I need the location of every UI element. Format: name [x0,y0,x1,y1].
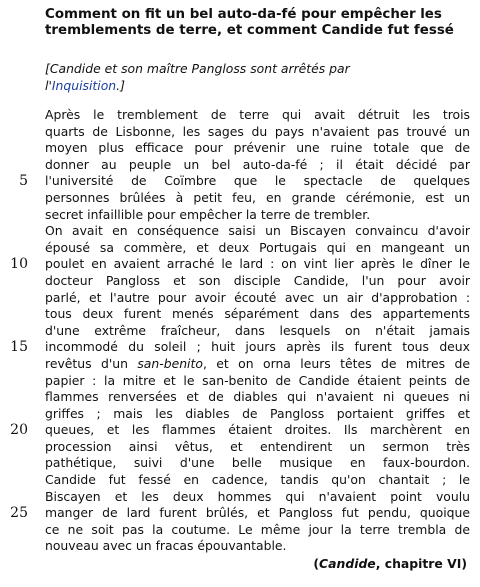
text-line: griffes ; mais les diables de Pangloss portaient griffes et [45,405,470,421]
source-rest: , chapitre VI) [375,556,467,571]
text-line: Biscayen et les deux hommes qui n'avaient point voulu [45,488,470,504]
inquisition-link[interactable]: Inquisition [51,78,117,93]
text-line: revêtus d'un san-benito, et on orna leurs têtes de mitres de [45,355,470,371]
line-number: 5 [19,173,28,190]
text-line: l'université de Coïmbre que le spectacle de quelques [45,173,470,189]
line-number: 20 [10,422,28,439]
text-line: incommodé du soleil ; huit jours après ils furent tous deux [45,339,470,355]
text-line: docteur Pangloss et son disciple Candide, l'un pour avoir [45,272,470,288]
text-line: procession ainsi vêtus, et entendirent un sermon très [45,438,470,454]
text-line: pathétique, suivi d'une belle musique en faux-bourdon. [45,455,470,471]
text-line: quarts de Lisbonne, les sages du pays n'avaient pas trouvé un [45,123,470,139]
text-line: queues, et les flammes étaient droites. Ils marchèrent en [45,422,470,438]
body-text [45,107,470,555]
text-line: épousé sa commère, et deux Portugais qui en mangeant un [45,239,470,255]
summary-line: [Candide et son maître Pangloss sont arrêtés par [45,61,350,76]
source-open: ( [313,556,320,571]
text-line: tous deux furent menés séparément dans des appartements [45,306,470,322]
text-line: donner au peuple un bel auto-da-fé ; il était décidé par [45,156,470,172]
text-line: Candide fut fessé en cadence, tandis qu'on chantait ; le [45,472,470,488]
text-line: poulet en avaient arraché le lard : on vint lier après le dîner le [45,256,470,272]
chapter-title-line: tremblements de terre, et comment Candide fut fessé [45,23,454,38]
text-line: personnes brûlées à petit feu, en grande cérémonie, est un [45,189,470,205]
text-line: Après le tremblement de terre qui avait détruit les trois [45,107,470,122]
source-citation [313,556,467,572]
text-line: flammes renversées et de diables qui n'avaient ni queues ni [45,389,470,405]
italic-term: san-benito [137,355,203,371]
line-number: 15 [10,339,28,356]
chapter-summary [45,60,470,94]
text-line: moyen plus efficace pour prévenir une ruine totale que de [45,140,470,156]
line-number: 10 [10,256,28,273]
summary-prefix: l' [45,78,52,93]
text-line: secret infaillible pour empêcher la terre de trembler. [45,206,371,222]
text-line: nouveau avec un fracas épouvantable. [45,538,287,554]
chapter-title-line: Comment on fit un bel auto-da-fé pour empêcher les [45,7,442,22]
source-work-title: Candide [319,556,376,571]
chapter-title [45,7,470,39]
text-line: d'une extrême fraîcheur, dans lesquels on n'était jamais [45,322,470,338]
text-line: On avait en conséquence saisi un Biscayen convaincu d'avoir [45,223,470,239]
line-number: 25 [10,505,28,522]
text-line: papier : la mitre et le san-benito de Candide étaient peints de [45,372,470,388]
text-line: ce ne soit pas la coutume. Le même jour la terre trembla de [45,521,470,537]
text-line: manger de lard furent brûlés, et Pangloss fut pendu, quoique [45,505,470,521]
summary-suffix: .] [116,78,125,93]
text-line: parlé, et l'autre pour avoir écouté avec un air d'approbation : [45,289,470,305]
